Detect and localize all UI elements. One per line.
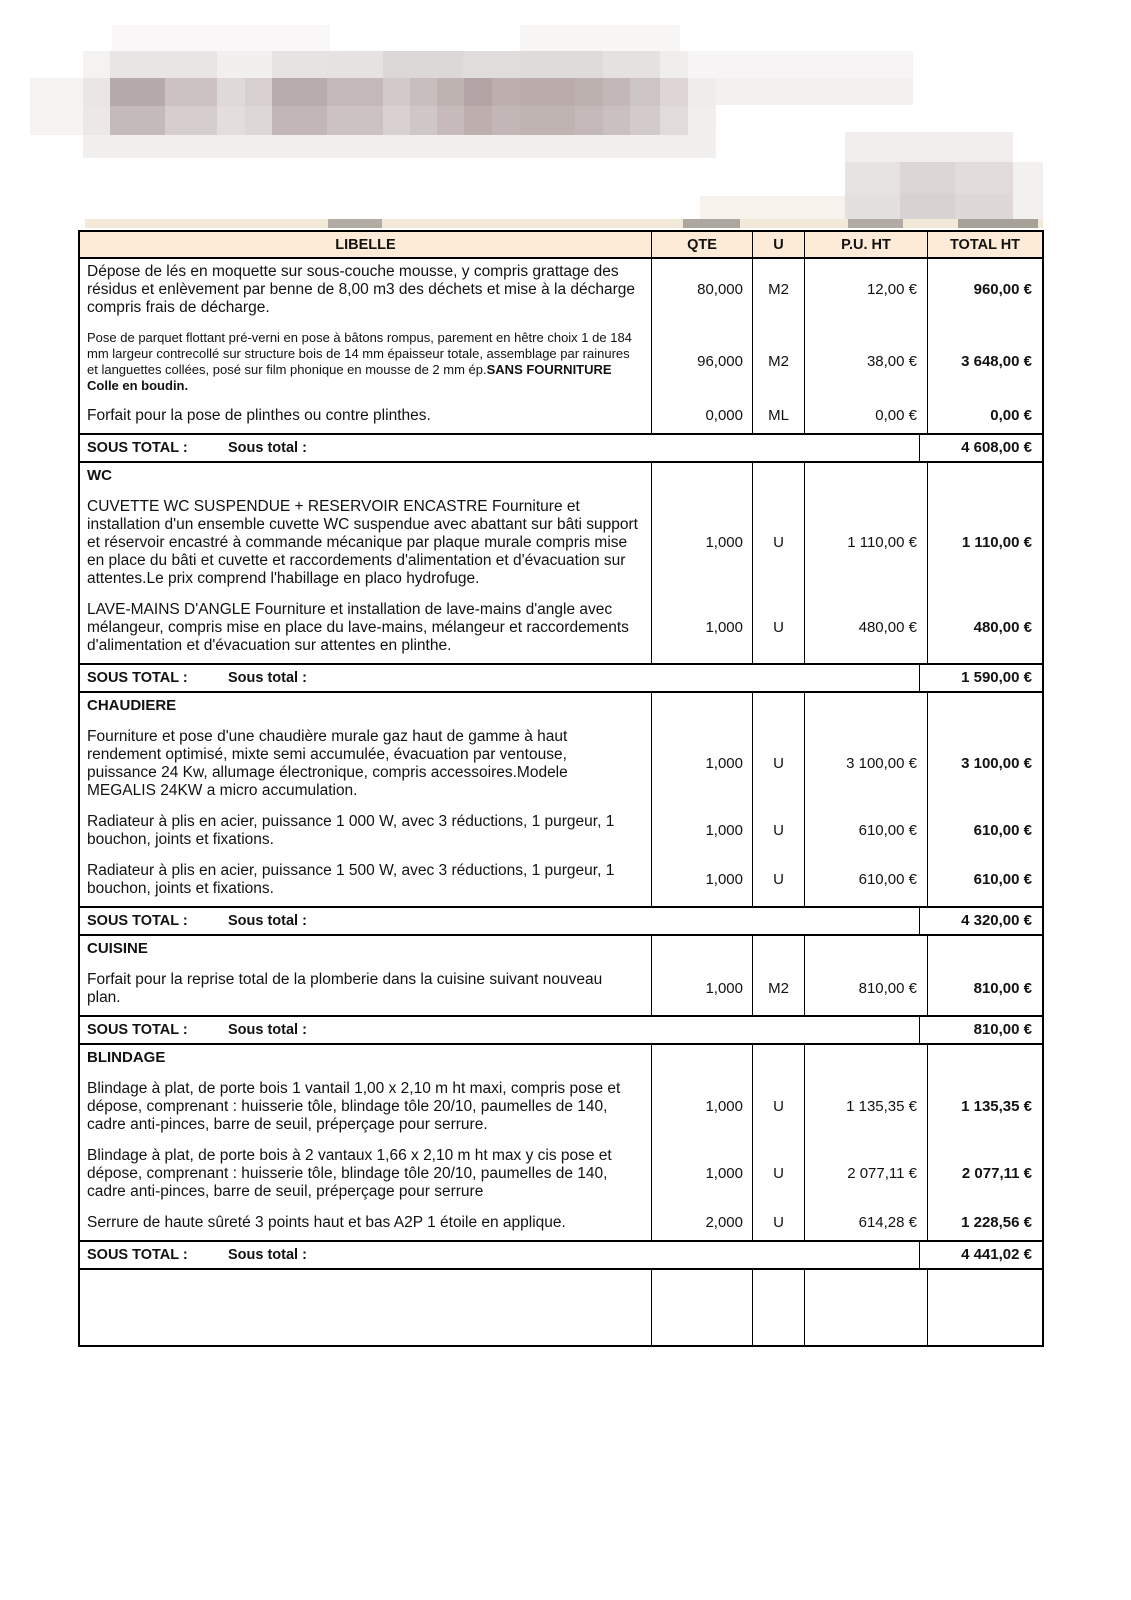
libelle-cell (80, 317, 652, 394)
section-title-text: BLINDAGE (87, 1049, 166, 1066)
redaction-block (492, 78, 520, 106)
column-header-qte: QTE (652, 232, 753, 257)
libelle-text: Serrure de haute sûreté 3 points haut et bas A2P 1 étoile en applique. (87, 1214, 566, 1231)
qte-cell (652, 936, 753, 958)
line-item-row (80, 715, 1042, 800)
redaction-block (217, 51, 272, 78)
qte-cell: 2,000 (652, 1201, 753, 1240)
redaction-block (575, 78, 603, 106)
libelle-cell (80, 849, 652, 906)
libelle-cell (80, 1270, 652, 1345)
redaction-block (688, 51, 913, 78)
unit-cell (753, 693, 805, 715)
line-item-row (80, 259, 1042, 317)
libelle-cell (80, 485, 652, 588)
empty-row (80, 1270, 1042, 1345)
redaction-block (327, 51, 383, 78)
pu-cell (805, 1270, 928, 1345)
redaction-block (327, 78, 383, 106)
unit-cell: U (753, 1201, 805, 1240)
pu-cell: 0,00 € (805, 394, 928, 433)
total-cell (928, 463, 1042, 485)
subtotal-label-primary: SOUS TOTAL : (87, 440, 188, 456)
total-cell: 0,00 € (990, 407, 1032, 424)
redaction-block (83, 135, 716, 158)
libelle-cell (80, 1134, 652, 1201)
subtotal-label (80, 665, 919, 691)
redaction-block (272, 78, 327, 106)
redaction-block (328, 219, 382, 228)
redaction-block (523, 51, 603, 78)
unit-cell: U (753, 588, 805, 663)
total-cell: 610,00 € (973, 871, 1032, 888)
pu-cell (805, 1045, 928, 1067)
qte-cell: 1,000 (652, 715, 753, 800)
subtotal-label-primary: SOUS TOTAL : (87, 913, 188, 929)
redaction-block (30, 78, 83, 135)
redaction-block (716, 78, 913, 105)
pu-cell: 12,00 € (805, 259, 928, 317)
redaction-block (660, 78, 688, 106)
redaction-block (217, 78, 245, 106)
total-cell: 610,00 € (973, 822, 1032, 839)
libelle-text: Radiateur à plis en acier, puissance 1 000 W, avec 3 réductions, 1 purgeur, 1 bouchon, joints et fixations. (87, 813, 615, 848)
column-header-u: U (753, 232, 805, 257)
total-cell (928, 936, 1042, 958)
subtotal-value: 4 320,00 € (919, 908, 1042, 934)
line-item-row (80, 1201, 1042, 1240)
libelle-text: CUVETTE WC SUSPENDUE + RESERVOIR ENCASTRE Fourniture et installation d'un ensemble cuvette WC suspendue avec abattant sur bâti support et réservoir encastré à commande mécanique par plaque murale compris mise en place du bâti et cuvette et raccordements d'alimentation et d'évacuation sur attentes.Le prix comprend l'habillage en placo hydrofuge. (87, 498, 638, 587)
section-title (80, 1045, 652, 1067)
redaction-block (410, 78, 437, 106)
subtotal-value: 4 608,00 € (919, 435, 1042, 461)
total-cell: 3 648,00 € (961, 353, 1032, 370)
unit-cell: U (753, 800, 805, 849)
table-section (80, 693, 1042, 906)
redaction-block (110, 106, 165, 135)
pu-cell (805, 463, 928, 485)
redaction-block (464, 78, 492, 106)
redaction-block (110, 78, 165, 106)
redaction-block (383, 51, 463, 78)
total-cell: 810,00 € (973, 980, 1032, 997)
libelle-cell (80, 958, 652, 1015)
redaction-block (848, 219, 903, 228)
subtotal-row (80, 1015, 1042, 1045)
redaction-block (630, 106, 660, 135)
libelle-text: LAVE-MAINS D'ANGLE Fourniture et installation de lave-mains d'angle avec mélangeur, compris mise en place du lave-mains, mélangeur et raccordements d'alimentation et d'évacuation sur attentes en plinthe. (87, 601, 629, 654)
subtotal-value: 1 590,00 € (919, 665, 1042, 691)
redaction-block (660, 106, 688, 135)
subtotal-row (80, 1240, 1042, 1270)
table-section (80, 936, 1042, 1015)
pu-cell: 38,00 € (805, 317, 928, 394)
redaction-block (845, 162, 900, 193)
subtotal-label (80, 435, 919, 461)
libelle-text: Blindage à plat, de porte bois à 2 vantaux 1,66 x 2,10 m ht max y cis pose et dépose, comprenant : huisserie tôle, blindage tôle 20/10, paumelles de 140, cadre anti-pinces, barre de seuil, préperçage pour serrure (87, 1147, 612, 1200)
qte-cell (652, 463, 753, 485)
section-title-text: CHAUDIERE (87, 697, 177, 714)
line-item-row (80, 588, 1042, 663)
unit-cell (753, 1270, 805, 1345)
redaction-block (83, 106, 110, 135)
qte-cell: 1,000 (652, 1067, 753, 1134)
libelle-cell (80, 715, 652, 800)
libelle-cell (80, 800, 652, 849)
subtotal-label-secondary: Sous total : (228, 440, 307, 456)
qte-cell: 0,000 (652, 394, 753, 433)
subtotal-label-primary: SOUS TOTAL : (87, 670, 188, 686)
subtotal-label-secondary: Sous total : (228, 670, 307, 686)
pu-cell: 610,00 € (805, 849, 928, 906)
redaction-block (845, 193, 900, 220)
total-cell: 3 100,00 € (961, 755, 1032, 772)
subtotal-label-secondary: Sous total : (228, 1022, 307, 1038)
pu-cell (805, 693, 928, 715)
subtotal-label (80, 1017, 919, 1043)
redaction-block (958, 219, 1038, 228)
subtotal-label (80, 908, 919, 934)
subtotal-label-secondary: Sous total : (228, 913, 307, 929)
column-header-p-u-ht: P.U. HT (805, 232, 928, 257)
redaction-block (520, 25, 680, 51)
redaction-block (83, 51, 110, 78)
line-item-row (80, 849, 1042, 906)
redaction-block (520, 78, 575, 106)
subtotal-value: 810,00 € (919, 1017, 1042, 1043)
total-cell: 480,00 € (973, 619, 1032, 636)
unit-cell: M2 (753, 259, 805, 317)
redaction-block (603, 78, 630, 106)
redaction-block (437, 106, 464, 135)
libelle-cell (80, 259, 652, 317)
table-header-row (80, 232, 1042, 259)
unit-cell: M2 (753, 317, 805, 394)
line-item-row (80, 958, 1042, 1015)
libelle-text: Fourniture et pose d'une chaudière murale gaz haut de gamme à haut rendement optimisé, mixte semi accumulée, évacuation par ventouse, puissance 24 Kw, allumage électronique, compris accessoires.Modele MEGALIS 24KW a micro accumulation. (87, 728, 568, 799)
redaction-block (383, 106, 410, 135)
unit-cell (753, 936, 805, 958)
subtotal-value: 4 441,02 € (919, 1242, 1042, 1268)
pu-cell: 614,28 € (805, 1201, 928, 1240)
table-section (80, 463, 1042, 663)
section-title-text: WC (87, 467, 112, 484)
pu-cell (805, 936, 928, 958)
total-cell (928, 693, 1042, 715)
redaction-block (165, 78, 217, 106)
redaction-block (845, 132, 1013, 162)
unit-cell (753, 1045, 805, 1067)
redaction-block (660, 51, 688, 78)
pu-cell: 610,00 € (805, 800, 928, 849)
section-title-row (80, 1045, 1042, 1067)
total-cell (928, 1270, 1042, 1345)
libelle-cell (80, 588, 652, 663)
line-item-row (80, 1067, 1042, 1134)
redaction-block (272, 51, 327, 78)
total-cell (928, 1045, 1042, 1067)
redaction-block (603, 51, 660, 78)
redaction-block (900, 193, 955, 220)
total-cell: 1 110,00 € (961, 534, 1032, 551)
table-section (80, 259, 1042, 433)
subtotal-row (80, 906, 1042, 936)
redaction-block (327, 106, 383, 135)
redaction-block (165, 106, 217, 135)
redaction-block (112, 25, 330, 51)
redaction-block (575, 106, 603, 135)
redaction-block (955, 162, 1013, 193)
subtotal-label-primary: SOUS TOTAL : (87, 1247, 188, 1263)
libelle-cell (80, 394, 652, 433)
redaction-block (700, 196, 845, 220)
redaction-block (630, 78, 660, 106)
qte-cell: 1,000 (652, 849, 753, 906)
redaction-block (688, 78, 716, 106)
subtotal-label-secondary: Sous total : (228, 1247, 307, 1263)
redaction-block (437, 78, 464, 106)
qte-cell: 1,000 (652, 588, 753, 663)
pu-cell: 3 100,00 € (805, 715, 928, 800)
column-header-total-ht: TOTAL HT (949, 237, 1021, 253)
redaction-block (245, 106, 272, 135)
redaction-block (603, 106, 630, 135)
subtotal-label (80, 1242, 919, 1268)
unit-cell: U (753, 849, 805, 906)
libelle-text: Radiateur à plis en acier, puissance 1 500 W, avec 3 réductions, 1 purgeur, 1 bouchon, joints et fixations. (87, 862, 615, 897)
unit-cell: ML (753, 394, 805, 433)
pu-cell: 480,00 € (805, 588, 928, 663)
subtotal-row (80, 433, 1042, 463)
pu-cell: 810,00 € (805, 958, 928, 1015)
qte-cell: 1,000 (652, 1134, 753, 1201)
redaction-block (955, 193, 1013, 220)
redaction-block (217, 106, 245, 135)
unit-cell (753, 463, 805, 485)
qte-cell: 80,000 (652, 259, 753, 317)
section-title-row (80, 463, 1042, 485)
total-cell: 1 228,56 € (961, 1214, 1032, 1231)
redaction-block (520, 106, 575, 135)
qte-cell: 1,000 (652, 485, 753, 588)
quote-table (78, 230, 1044, 1347)
line-item-row (80, 485, 1042, 588)
column-header-libelle: LIBELLE (80, 232, 652, 257)
qte-cell: 96,000 (652, 317, 753, 394)
unit-cell: M2 (753, 958, 805, 1015)
redaction-block (1013, 162, 1043, 220)
total-cell: 2 077,11 € (961, 1165, 1032, 1182)
redacted-letterhead (0, 0, 1131, 230)
total-cell: 960,00 € (973, 281, 1032, 298)
libelle-text: Forfait pour la pose de plinthes ou contre plinthes. (87, 407, 431, 424)
pu-cell: 1 110,00 € (805, 485, 928, 588)
section-title (80, 693, 652, 715)
redaction-block (83, 78, 110, 106)
redaction-block (900, 162, 955, 193)
subtotal-label-primary: SOUS TOTAL : (87, 1022, 188, 1038)
line-item-row (80, 1134, 1042, 1201)
redaction-block (492, 106, 520, 135)
redaction-block (410, 106, 437, 135)
libelle-cell (80, 1201, 652, 1240)
libelle-text: Pose de parquet flottant pré-verni en pose à bâtons rompus, parement en hêtre choix 1 de 184 mm largeur contrecollé sur structure bois de 14 mm épaisseur totale, assemblage par rainures et languettes collées, posé sur film phonique en mousse de 2 mm ép.SANS FOURNITURE Colle en boudin. (87, 330, 632, 393)
redaction-block (383, 78, 410, 106)
section-title-row (80, 936, 1042, 958)
redaction-block (463, 51, 523, 78)
line-item-row (80, 317, 1042, 394)
libelle-text: Dépose de lés en moquette sur sous-couche mousse, y compris grattage des résidus et enlèvement par benne de 8,00 m3 des déchets et mise à la décharge compris frais de décharge. (87, 263, 636, 316)
total-cell: 1 135,35 € (961, 1098, 1032, 1115)
unit-cell: U (753, 1134, 805, 1201)
section-title (80, 463, 652, 485)
libelle-text: Blindage à plat, de porte bois 1 vantail 1,00 x 2,10 m ht maxi, compris pose et dépose, comprenant : huisserie tôle, blindage tôle 20/10, paumelles de 140, cadre anti-pinces, barre de seuil, préperçage pour serrure. (87, 1080, 621, 1133)
subtotal-row (80, 663, 1042, 693)
pu-cell: 1 135,35 € (805, 1067, 928, 1134)
pu-cell: 2 077,11 € (805, 1134, 928, 1201)
qte-cell: 1,000 (652, 800, 753, 849)
table-section (80, 1270, 1042, 1345)
redaction-block (683, 219, 740, 228)
redaction-block (272, 106, 327, 135)
section-title-text: CUISINE (87, 940, 148, 957)
unit-cell: U (753, 1067, 805, 1134)
section-title-row (80, 693, 1042, 715)
redaction-block (110, 51, 217, 78)
redaction-block (245, 78, 272, 106)
unit-cell: U (753, 485, 805, 588)
qte-cell (652, 1270, 753, 1345)
libelle-text: Forfait pour la reprise total de la plomberie dans la cuisine suivant nouveau plan. (87, 971, 603, 1006)
unit-cell: U (753, 715, 805, 800)
qte-cell (652, 693, 753, 715)
qte-cell (652, 1045, 753, 1067)
redaction-block (688, 106, 716, 135)
line-item-row (80, 394, 1042, 433)
libelle-cell (80, 1067, 652, 1134)
table-section (80, 1045, 1042, 1240)
qte-cell: 1,000 (652, 958, 753, 1015)
redaction-block (464, 106, 492, 135)
section-title (80, 936, 652, 958)
line-item-row (80, 800, 1042, 849)
